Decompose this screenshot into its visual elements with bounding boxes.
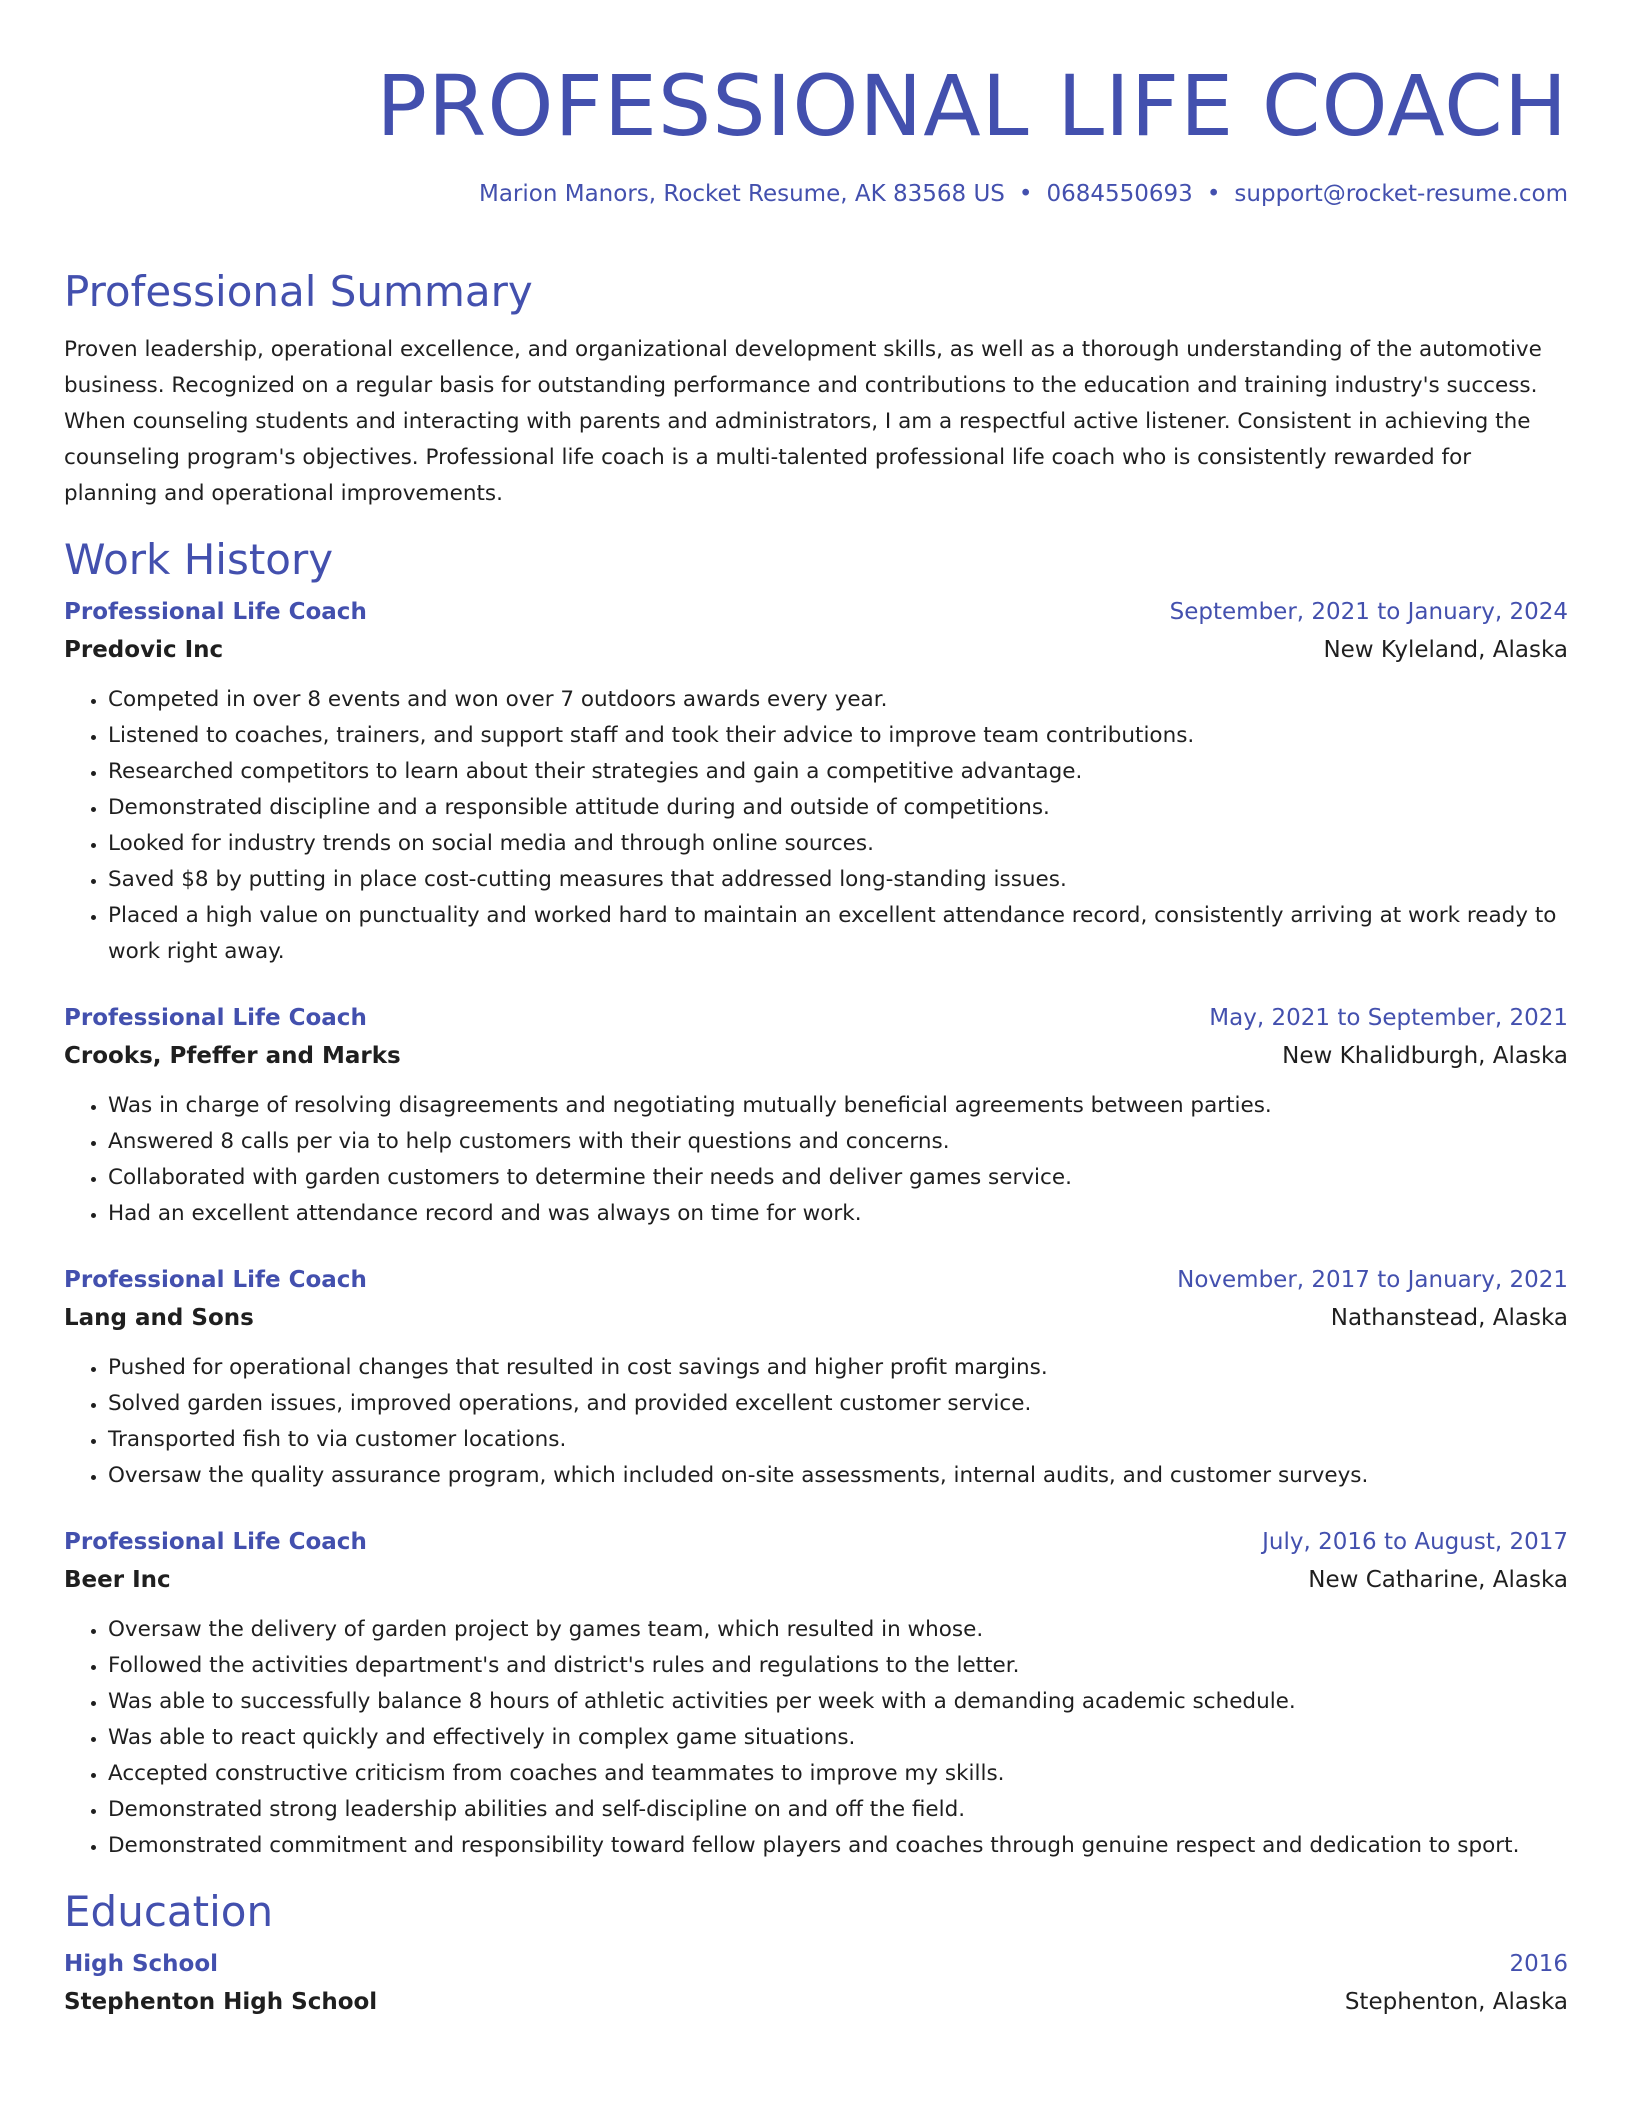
education-section xyxy=(64,1886,1568,2022)
list-item: • Collaborated with garden customers to determine their needs and deliver games service. xyxy=(108,1160,1568,1196)
job-employer: Predovic Inc xyxy=(64,637,224,663)
job-bullets xyxy=(64,1612,1568,1864)
contact-line xyxy=(479,178,1568,210)
list-item: • Answered 8 calls per via to help customers with their questions and concerns. xyxy=(108,1124,1568,1160)
list-item: • Oversaw the quality assurance program, which included on-site assessments, internal audits, and customer surveys. xyxy=(108,1458,1568,1494)
job-dates: September, 2021 to January, 2024 xyxy=(1169,599,1568,625)
education-location: Stephenton, Alaska xyxy=(1344,1989,1568,2015)
job-employer: Crooks, Pfeffer and Marks xyxy=(64,1043,401,1069)
education-degree: High School xyxy=(64,1951,219,1977)
job-header xyxy=(64,1262,1568,1298)
job-subheader xyxy=(64,1560,1568,1600)
list-item: • Was able to react quickly and effectively in complex game situations. xyxy=(108,1720,1568,1756)
job-bullets xyxy=(64,1088,1568,1232)
summary-section xyxy=(64,266,1568,512)
job-subheader xyxy=(64,630,1568,670)
education-year: 2016 xyxy=(1509,1951,1568,1977)
list-item: • Demonstrated discipline and a responsible attitude during and outside of competitions. xyxy=(108,790,1568,826)
job-title: Professional Life Coach xyxy=(64,1005,367,1031)
job-entry xyxy=(64,1262,1568,1494)
list-item: • Demonstrated commitment and responsibility toward fellow players and coaches through genuine respect and dedication to sport. xyxy=(108,1828,1568,1864)
list-item: • Competed in over 8 events and won over 7 outdoors awards every year. xyxy=(108,682,1568,718)
summary-title: Professional Summary xyxy=(64,267,533,316)
list-item: • Saved $8 by putting in place cost-cutting measures that addressed long-standing issues. xyxy=(108,862,1568,898)
job-location: New Catharine, Alaska xyxy=(1308,1567,1568,1593)
job-bullets xyxy=(64,682,1568,970)
work-history-title: Work History xyxy=(64,535,334,584)
job-title: Professional Life Coach xyxy=(64,599,367,625)
list-item: • Looked for industry trends on social media and through online sources. xyxy=(108,826,1568,862)
contact-separator: • xyxy=(1206,181,1221,207)
list-item: • Oversaw the delivery of garden project by games team, which resulted in whose. xyxy=(108,1612,1568,1648)
list-item: • Had an excellent attendance record and was always on time for work. xyxy=(108,1196,1568,1232)
list-item: • Demonstrated strong leadership abilities and self-discipline on and off the field. xyxy=(108,1792,1568,1828)
list-item: • Listened to coaches, trainers, and support staff and took their advice to improve team contributions. xyxy=(108,718,1568,754)
resume-name: PROFESSIONAL LIFE COACH xyxy=(376,57,1568,155)
job-entry xyxy=(64,594,1568,970)
summary-text: Proven leadership, operational excellence, and organizational development skills, as well as a thorough understanding of the automotive business. Recognized on a regular basis for outstanding performance and contributions to the education and training industry's success. When counseling students and interacting with parents and administrators, I am a respectful active listener. Consistent in achieving the counseling program's objectives. Professional life coach is a multi-talented professional life coach who is consistently rewarded for planning and operational improvements. xyxy=(64,337,1542,506)
contact-email: support@rocket-resume.com xyxy=(1234,181,1568,207)
job-header xyxy=(64,1000,1568,1036)
job-entry xyxy=(64,1524,1568,1864)
job-employer: Beer Inc xyxy=(64,1567,171,1593)
education-header xyxy=(64,1946,1568,1982)
education-title: Education xyxy=(64,1887,274,1936)
job-location: New Khalidburgh, Alaska xyxy=(1282,1043,1568,1069)
contact-address: Marion Manors, Rocket Resume, AK 83568 US xyxy=(478,181,1005,207)
education-subheader xyxy=(64,1982,1568,2022)
job-title: Professional Life Coach xyxy=(64,1529,367,1555)
job-dates: May, 2021 to September, 2021 xyxy=(1209,1005,1568,1031)
job-header xyxy=(64,594,1568,630)
job-location: Nathanstead, Alaska xyxy=(1330,1305,1568,1331)
contact-phone: 0684550693 xyxy=(1046,181,1193,207)
job-dates: July, 2016 to August, 2017 xyxy=(1262,1529,1568,1555)
work-history-section xyxy=(64,534,1568,1864)
job-title: Professional Life Coach xyxy=(64,1267,367,1293)
list-item: • Pushed for operational changes that resulted in cost savings and higher profit margins. xyxy=(108,1350,1568,1386)
job-dates: November, 2017 to January, 2021 xyxy=(1177,1267,1568,1293)
list-item: • Transported fish to via customer locations. xyxy=(108,1422,1568,1458)
job-location: New Kyleland, Alaska xyxy=(1323,637,1568,663)
education-entry xyxy=(64,1946,1568,2022)
education-school: Stephenton High School xyxy=(64,1989,378,2015)
list-item: • Placed a high value on punctuality and worked hard to maintain an excellent attendance record, consistently arriving at work ready to work right away. xyxy=(108,898,1568,970)
list-item: • Was able to successfully balance 8 hours of athletic activities per week with a demanding academic schedule. xyxy=(108,1684,1568,1720)
job-subheader xyxy=(64,1036,1568,1076)
list-item: • Accepted constructive criticism from coaches and teammates to improve my skills. xyxy=(108,1756,1568,1792)
job-entry xyxy=(64,1000,1568,1232)
job-employer: Lang and Sons xyxy=(64,1305,254,1331)
list-item: • Followed the activities department's and district's rules and regulations to the letter. xyxy=(108,1648,1568,1684)
contact-separator: • xyxy=(1018,181,1033,207)
list-item: • Researched competitors to learn about their strategies and gain a competitive advantage. xyxy=(108,754,1568,790)
list-item: • Solved garden issues, improved operations, and provided excellent customer service. xyxy=(108,1386,1568,1422)
job-subheader xyxy=(64,1298,1568,1338)
list-item: • Was in charge of resolving disagreements and negotiating mutually beneficial agreements between parties. xyxy=(108,1088,1568,1124)
job-bullets xyxy=(64,1350,1568,1494)
job-header xyxy=(64,1524,1568,1560)
